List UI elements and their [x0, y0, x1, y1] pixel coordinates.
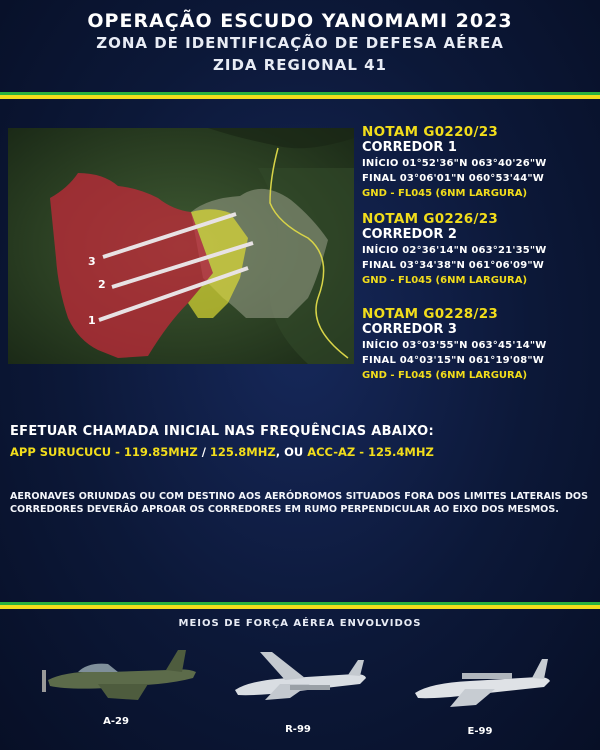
r99-aircraft-image	[230, 640, 370, 715]
aircraft-heading: MEIOS DE FORÇA AÉREA ENVOLVIDOS	[178, 618, 422, 629]
corridor-start: INÍCIO 01°52'36"N 063°40'26"W	[362, 158, 547, 169]
corridor-end: FINAL 03°06'01"N 060°53'44"W	[362, 173, 544, 184]
frequency-heading: EFETUAR CHAMADA INICIAL NAS FREQUÊNCIAS ABAIXO:	[10, 424, 434, 439]
corridor-end: FINAL 03°34'38"N 061°06'09"W	[362, 260, 544, 271]
notam-block-3	[362, 306, 598, 383]
page-subtitle: ZONA DE IDENTIFICAÇÃO DE DEFESA AÉREA	[96, 34, 504, 52]
frequency-section	[10, 424, 590, 459]
page-title: OPERAÇÃO ESCUDO YANOMAMI 2023	[87, 10, 513, 32]
corridor-map	[8, 128, 354, 364]
corridor-start: INÍCIO 02°36'14"N 063°21'35"W	[362, 245, 547, 256]
a29-aircraft-image	[38, 640, 203, 710]
e99-aircraft-image	[410, 645, 555, 715]
corridor-altitude: GND - FL045 (6NM LARGURA)	[362, 275, 528, 286]
corridor-start: INÍCIO 03°03'55"N 063°45'14"W	[362, 340, 547, 351]
r99-tail	[348, 660, 364, 676]
corridor-altitude: GND - FL045 (6NM LARGURA)	[362, 370, 528, 381]
r99-radar-fairing	[290, 685, 330, 690]
map-graphic	[8, 128, 354, 364]
top-divider	[0, 92, 600, 99]
r99-wing-far	[260, 652, 305, 680]
corridor-name: CORREDOR 3	[362, 322, 457, 337]
notam-title: NOTAM G0220/23	[362, 124, 499, 140]
bottom-divider	[0, 602, 600, 609]
alt-frequency: 125.8MHZ	[209, 445, 276, 459]
corridor-name: CORREDOR 2	[362, 227, 457, 242]
r99-label: R-99	[285, 724, 311, 735]
a29-label: A-29	[103, 716, 129, 727]
e99-label: E-99	[467, 726, 493, 737]
a29-wing	[98, 684, 148, 700]
corridor-altitude: GND - FL045 (6NM LARGURA)	[362, 188, 528, 199]
corridor-end: FINAL 04°03'15"N 061°19'08"W	[362, 355, 544, 366]
notam-title: NOTAM G0228/23	[362, 306, 499, 322]
e99-radar-dome	[462, 673, 512, 679]
acc-frequency: ACC-AZ - 125.4MHZ	[307, 445, 434, 459]
frequency-line	[10, 445, 590, 459]
header	[0, 10, 600, 76]
a29-tail	[166, 650, 186, 672]
region-title: ZIDA REGIONAL 41	[213, 56, 387, 74]
corridor-label-3: 3	[88, 255, 96, 268]
a29-canopy	[78, 664, 118, 672]
notam-block-2	[362, 211, 598, 288]
frequency-separator: /	[197, 445, 210, 459]
notam-title: NOTAM G0226/23	[362, 211, 499, 227]
a29-propeller	[42, 670, 46, 692]
corridor-name: CORREDOR 1	[362, 140, 457, 155]
app-frequency: APP SURUCUCU - 119.85MHZ	[10, 445, 198, 459]
frequency-separator: , OU	[275, 445, 308, 459]
corridor-note: AERONAVES ORIUNDAS OU COM DESTINO AOS AERÓDROMOS SITUADOS FORA DOS LIMITES LATERAIS DOS CORREDORES DEVERÃO APROAR OS CORREDORES EM RUMO PERPENDICULAR AO EIXO DOS MESMOS.	[10, 491, 588, 515]
corridor-label-2: 2	[98, 278, 106, 291]
corridor-label-1: 1	[88, 314, 96, 327]
notam-block-1	[362, 124, 598, 201]
e99-tail	[532, 659, 548, 679]
